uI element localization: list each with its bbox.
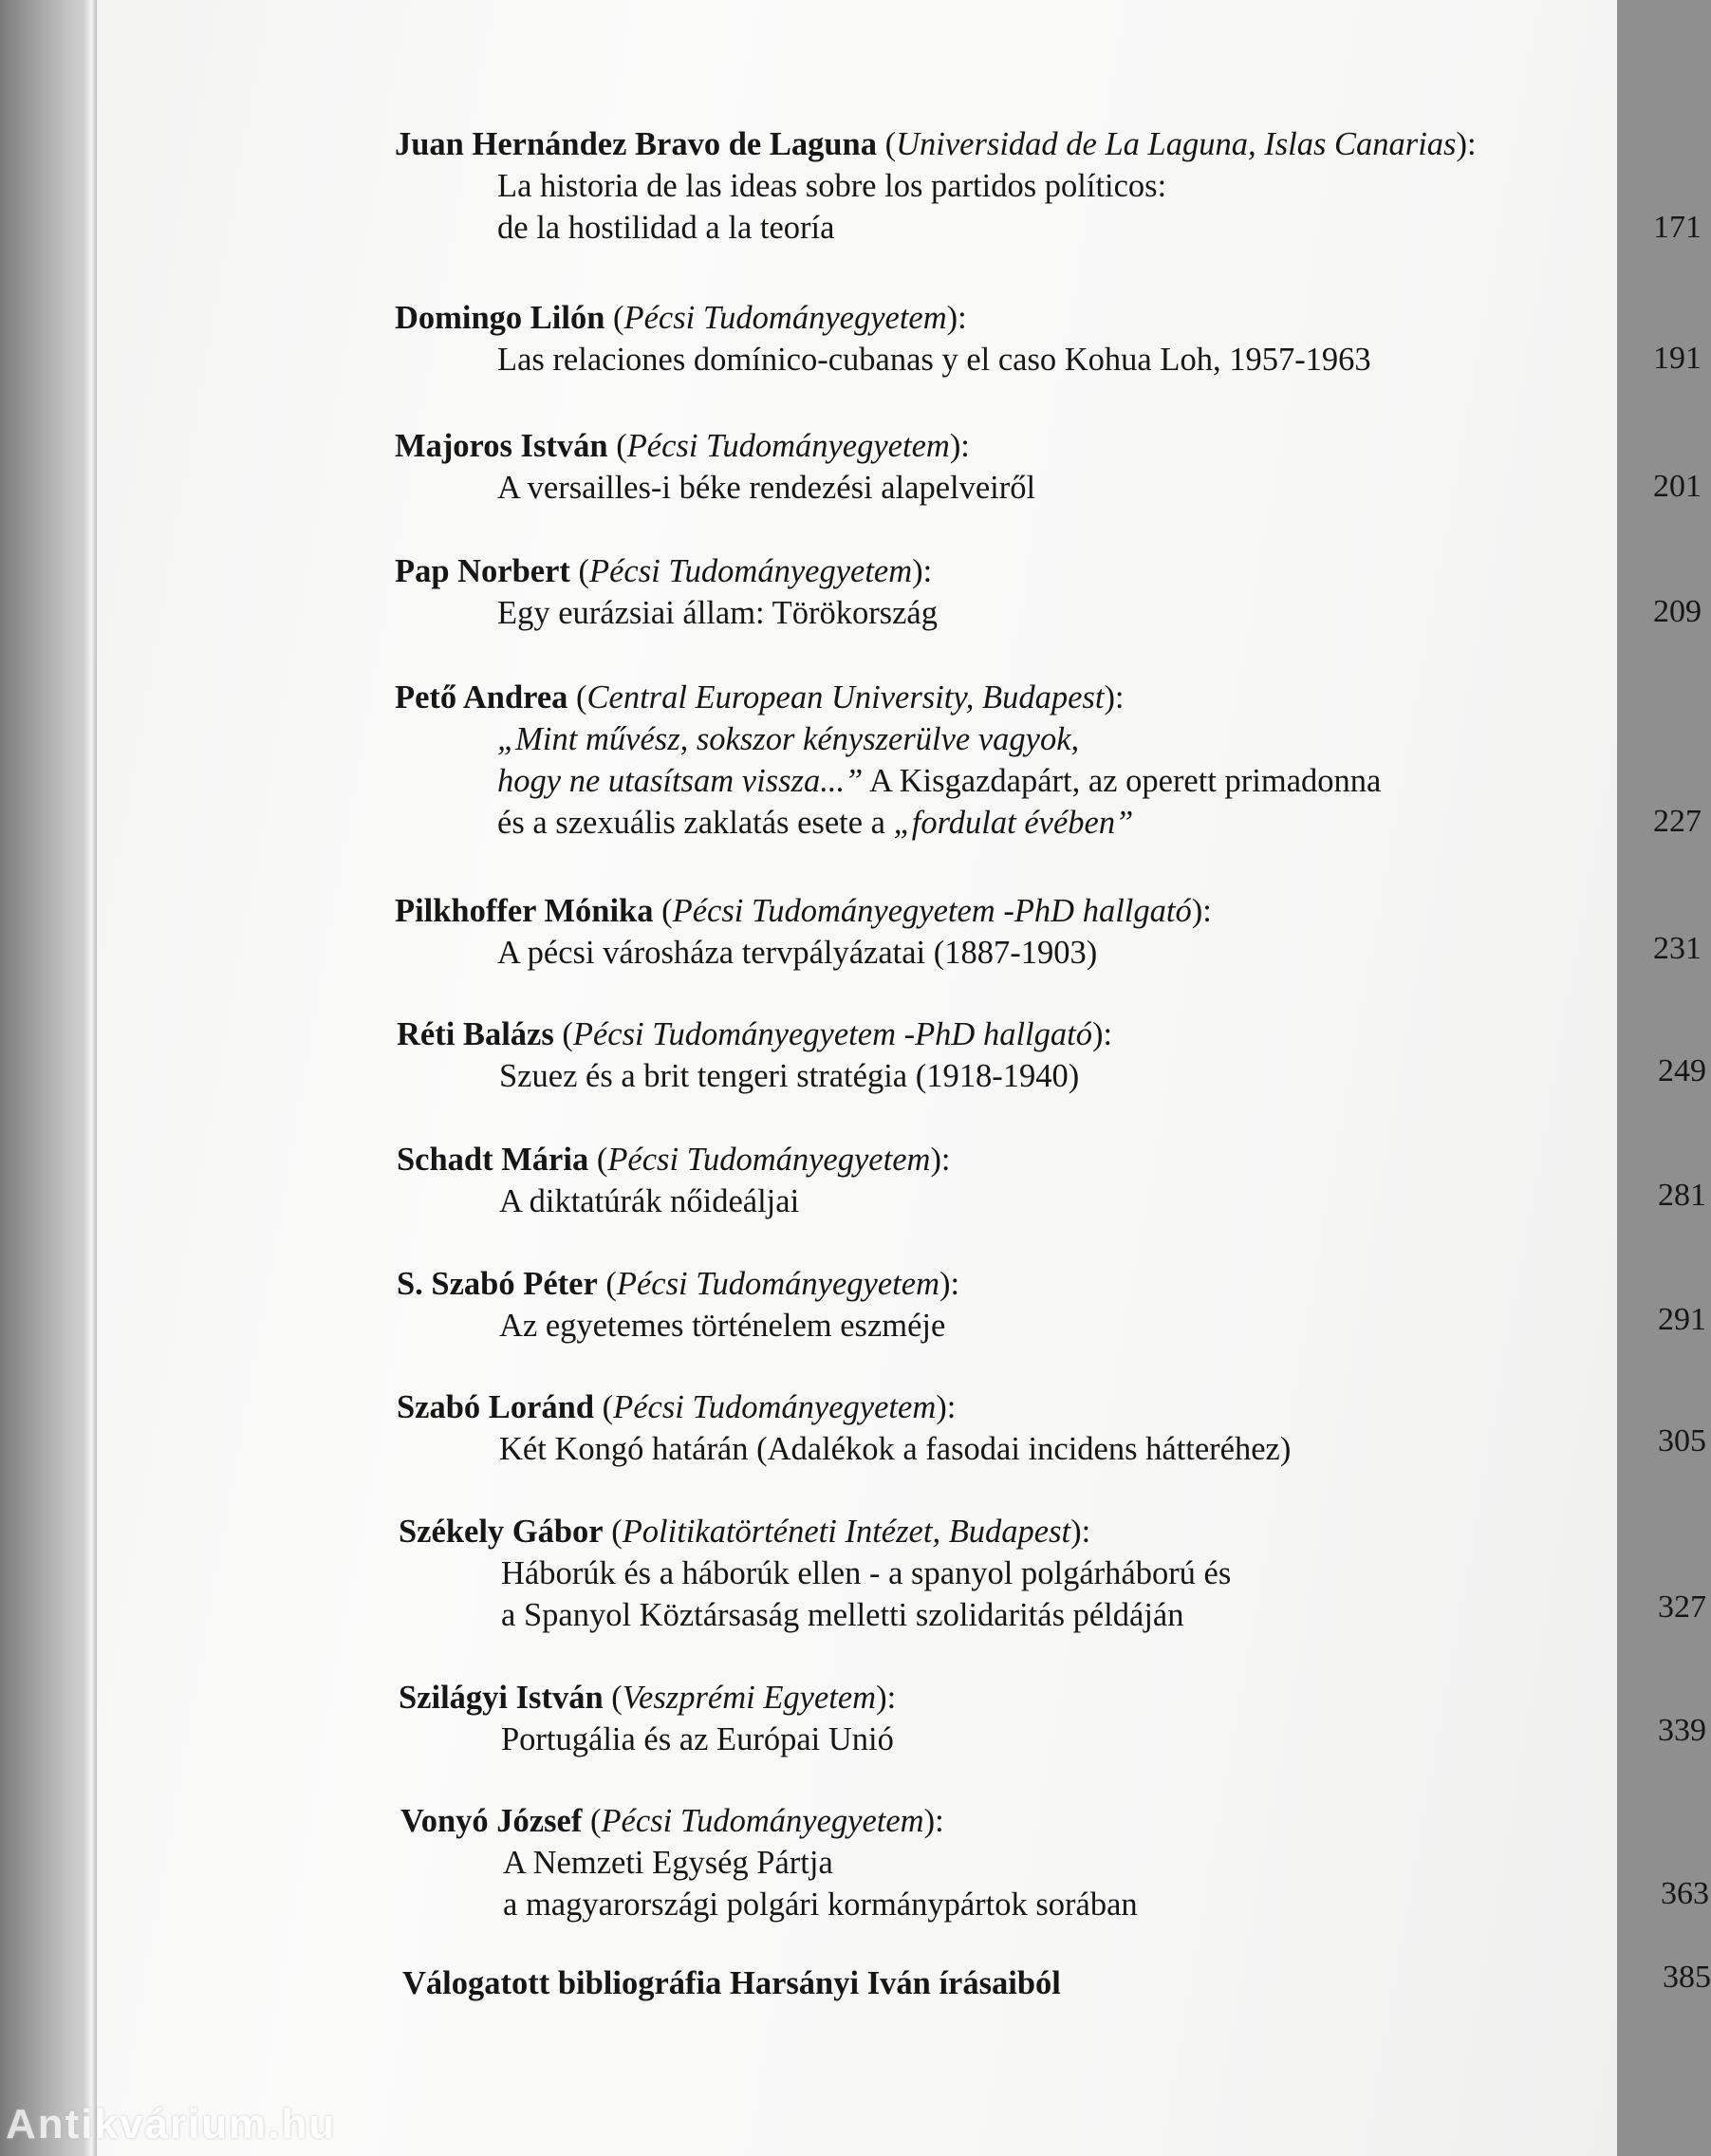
- entry-title-line: Szuez és a brit tengeri stratégia (1918-1940): [499, 1058, 1080, 1094]
- page-edge: [84, 0, 97, 2156]
- entry-author: S. Szabó Péter: [397, 1266, 598, 1302]
- entry-page-number: 291: [1658, 1302, 1706, 1337]
- toc-entry: Pető Andrea (Central European University, Budapest): „Mint művész, sokszor kényszerülve vagyok, hogy ne utasítsam vissza...” A Kisgazdapárt, az operett primadonna és a szexuális zaklatás esete a „fordulat évében”: [395, 677, 1380, 844]
- entry-title-line: de la hostilidad a la teoría: [497, 210, 835, 246]
- entry-page-number: 327: [1658, 1589, 1706, 1625]
- entry-author: Réti Balázs: [397, 1016, 554, 1052]
- entry-title-line: La historia de las ideas sobre los partidos políticos:: [497, 168, 1167, 204]
- entry-institution: Pécsi Tudományegyetem -PhD hallgató: [672, 893, 1192, 929]
- toc-entry: Pap Norbert (Pécsi Tudományegyetem): Egy eurázsiai állam: Törökország: [395, 550, 1380, 634]
- bibliography-title: Válogatott bibliográfia Harsányi Iván írásaiból: [402, 1965, 1061, 2001]
- toc-entry: Szabó Loránd (Pécsi Tudományegyetem): Két Kongó határán (Adalékok a fasodai incidens hátteréhez): [397, 1386, 1382, 1470]
- entry-page-number: 209: [1653, 594, 1702, 629]
- entry-author: Szilágyi István: [399, 1680, 604, 1716]
- entry-title-line: Egy eurázsiai állam: Törökország: [497, 595, 938, 631]
- entry-institution: Politikatörténeti Intézet, Budapest: [622, 1514, 1071, 1550]
- toc-entry: S. Szabó Péter (Pécsi Tudományegyetem): Az egyetemes történelem eszméje: [397, 1263, 1382, 1347]
- entry-page-number: 249: [1658, 1053, 1706, 1088]
- entry-author: Pető Andrea: [395, 679, 568, 716]
- entry-title-line: A pécsi városháza tervpályázatai (1887-1903): [497, 935, 1098, 971]
- entry-title-line: Portugália és az Európai Unió: [501, 1721, 894, 1757]
- entry-author: Székely Gábor: [399, 1514, 604, 1550]
- entry-page-number: 171: [1653, 210, 1702, 245]
- entry-institution: Universidad de La Laguna, Islas Canarias: [896, 126, 1457, 162]
- toc-entry: Székely Gábor (Politikatörténeti Intézet, Budapest): Háborúk és a háborúk ellen - a spanyol polgárháború és a Spanyol Köztársaság melletti szolidaritás példáján: [399, 1511, 1384, 1636]
- entry-author: Juan Hernández Bravo de Laguna: [395, 126, 877, 162]
- entry-page-number: 305: [1658, 1423, 1706, 1459]
- entry-page-number: 227: [1653, 804, 1702, 839]
- bibliography-entry: [402, 1962, 1061, 2004]
- entry-page-number: 363: [1661, 1876, 1709, 1911]
- entry-title-line: Két Kongó határán (Adalékok a fasodai incidens hátteréhez): [499, 1431, 1292, 1467]
- entry-institution: Pécsi Tudományegyetem: [613, 1389, 937, 1425]
- entry-page-number: 339: [1658, 1713, 1706, 1748]
- toc-entry: Réti Balázs (Pécsi Tudományegyetem -PhD hallgató): Szuez és a brit tengeri stratégia (1918-1940): [397, 1013, 1382, 1097]
- toc-entry: Schadt Mária (Pécsi Tudományegyetem): A diktatúrák nőideáljai: [397, 1139, 1382, 1222]
- entry-title-line: A diktatúrák nőideáljai: [499, 1183, 800, 1219]
- toc-entry: Domingo Lilón (Pécsi Tudományegyetem): Las relaciones domínico-cubanas y el caso Kohua Loh, 1957-1963: [395, 297, 1380, 381]
- entry-page-number: 385: [1663, 1960, 1711, 1995]
- book-page: [97, 0, 1711, 2156]
- entry-author: Pilkhoffer Mónika: [395, 893, 654, 929]
- entry-page-number: 281: [1658, 1178, 1706, 1213]
- entry-institution: Veszprémi Egyetem: [622, 1680, 877, 1716]
- entry-page-number: 191: [1653, 341, 1702, 376]
- entry-title-line: Las relaciones domínico-cubanas y el caso Kohua Loh, 1957-1963: [497, 342, 1371, 378]
- entry-page-number: 231: [1653, 931, 1702, 966]
- watermark: Antikvárium.hu: [6, 2101, 337, 2147]
- entry-title-line: A Nemzeti Egység Pártja: [503, 1845, 833, 1881]
- entry-title-line: A versailles-i béke rendezési alapelveiről: [497, 470, 1036, 506]
- entry-title-line: Háborúk és a háborúk ellen - a spanyol polgárháború és: [501, 1555, 1232, 1591]
- entry-institution: Pécsi Tudományegyetem: [607, 1142, 931, 1178]
- toc-entry: Vonyó József (Pécsi Tudományegyetem): A Nemzeti Egység Pártja a magyarországi polgári kormánypártok sorában: [400, 1800, 1386, 1925]
- entry-author: Pap Norbert: [395, 553, 570, 589]
- entry-title-line: és a szexuális zaklatás esete a „fordulat évében”: [497, 805, 1134, 841]
- entry-author: Domingo Lilón: [395, 300, 605, 336]
- entry-institution: Pécsi Tudományegyetem: [589, 553, 913, 589]
- entry-author: Vonyó József: [400, 1803, 583, 1839]
- entry-author: Majoros István: [395, 428, 608, 464]
- entry-author: Szabó Loránd: [397, 1389, 595, 1425]
- toc-entry: Pilkhoffer Mónika (Pécsi Tudományegyetem -PhD hallgató): A pécsi városháza tervpályázatai (1887-1903): [395, 890, 1380, 974]
- entry-title-line: Az egyetemes történelem eszméje: [499, 1308, 946, 1344]
- entry-institution: Pécsi Tudományegyetem: [601, 1803, 924, 1839]
- entry-page-number: 201: [1653, 469, 1702, 504]
- entry-institution: Central European University, Budapest: [586, 679, 1105, 716]
- toc-entry: Majoros István (Pécsi Tudományegyetem): A versailles-i béke rendezési alapelveiről: [395, 425, 1380, 509]
- entry-author: Schadt Mária: [397, 1142, 589, 1178]
- entry-title-line: „Mint művész, sokszor kényszerülve vagyok,: [497, 721, 1080, 757]
- toc-entry: Szilágyi István (Veszprémi Egyetem): Portugália és az Európai Unió: [399, 1677, 1384, 1760]
- entry-title-line: hogy ne utasítsam vissza...” A Kisgazdapárt, az operett primadonna: [497, 763, 1382, 799]
- entry-title-line: a magyarországi polgári kormánypártok sorában: [503, 1886, 1138, 1923]
- toc-entry: Juan Hernández Bravo de Laguna (Universidad de La Laguna, Islas Canarias): La historia de las ideas sobre los partidos políticos: de la hostilidad a la teoría: [395, 123, 1477, 249]
- entry-institution: Pécsi Tudományegyetem: [616, 1266, 939, 1302]
- entry-institution: Pécsi Tudományegyetem: [623, 300, 947, 336]
- entry-title-line: a Spanyol Köztársaság melletti szolidaritás példáján: [501, 1597, 1184, 1633]
- entry-institution: Pécsi Tudományegyetem: [626, 428, 950, 464]
- entry-institution: Pécsi Tudományegyetem -PhD hallgató: [572, 1016, 1092, 1052]
